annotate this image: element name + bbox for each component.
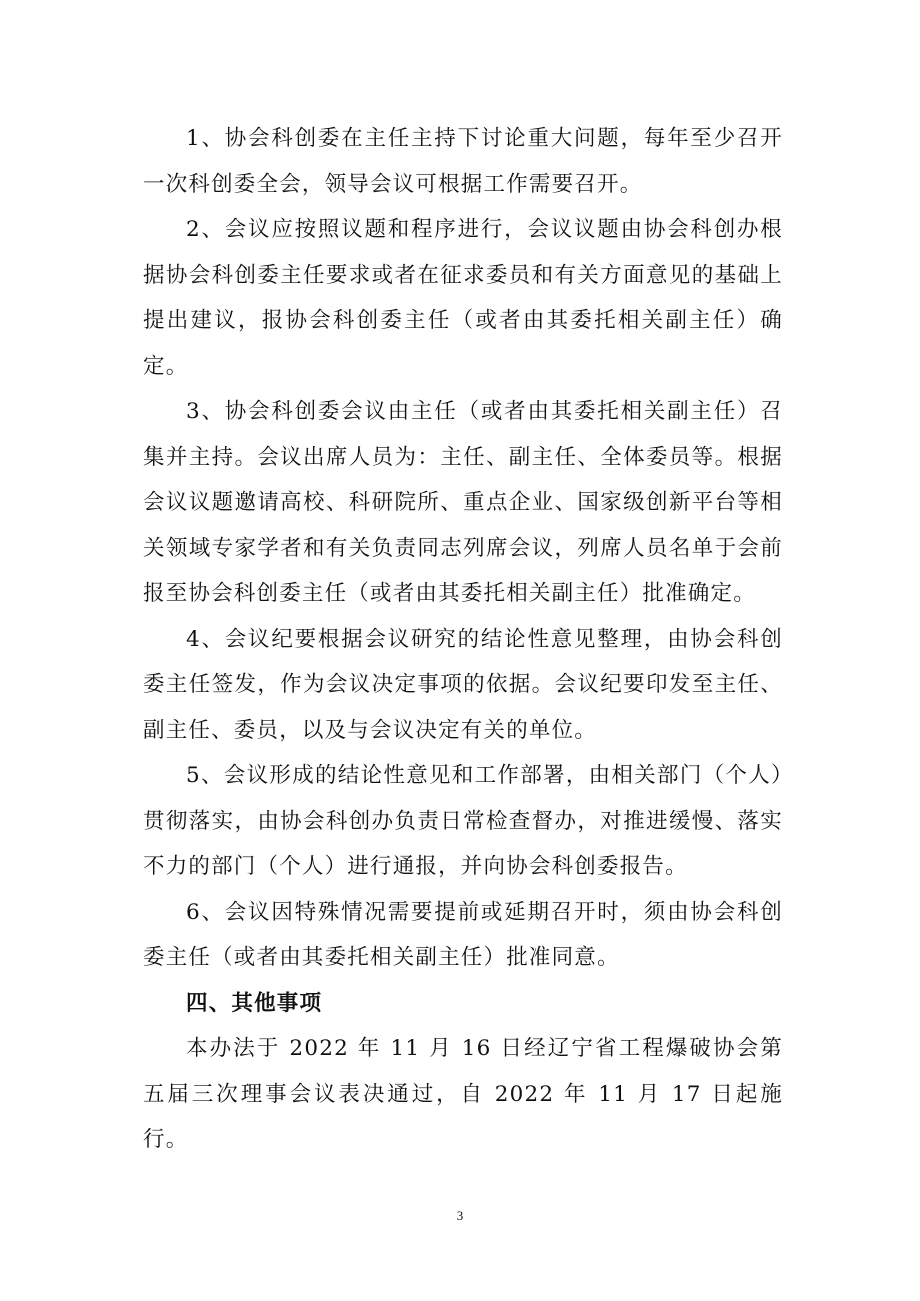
paragraph-item-3: 3、协会科创委会议由主任（或者由其委托相关副主任）召集并主持。会议出席人员为：主任、副主任、全体委员等。根据会议议题邀请高校、科研院所、重点企业、国家级创新平台等相关领域专家学者和有关负责同志列席会议，列席人员名单于会前报至协会科创委主任（或者由其委托相关副主任）批准确定。 [143,399,783,606]
closing-paragraph: 本办法于 2022 年 11 月 16 日经辽宁省工程爆破协会第五届三次理事会议表决通过，自 2022 年 11 月 17 日起施行。 [143,1036,783,1152]
paragraph-item-6: 6、会议因特殊情况需要提前或延期召开时，须由协会科创委主任（或者由其委托相关副主任）批准同意。 [143,899,783,970]
document-body [143,116,783,1163]
page-number: 3 [456,1208,464,1223]
paragraph-item-1: 1、协会科创委在主任主持下讨论重大问题，每年至少召开一次科创委全会，领导会议可根据工作需要召开。 [143,126,783,197]
paragraph-item-2: 2、会议应按照议题和程序进行，会议议题由协会科创办根据协会科创委主任要求或者在征求委员和有关方面意见的基础上提出建议，报协会科创委主任（或者由其委托相关副主任）确定。 [143,217,783,379]
paragraph-item-4: 4、会议纪要根据会议研究的结论性意见整理，由协会科创委主任签发，作为会议决定事项的依据。会议纪要印发至主任、副主任、委员，以及与会议决定有关的单位。 [143,626,783,743]
section-heading: 四、其他事项 [186,990,323,1016]
paragraph-item-5: 5、会议形成的结论性意见和工作部署，由相关部门（个人）贯彻落实，由协会科创办负责日常检查督办，对推进缓慢、落实不力的部门（个人）进行通报，并向协会科创委报告。 [143,763,783,879]
